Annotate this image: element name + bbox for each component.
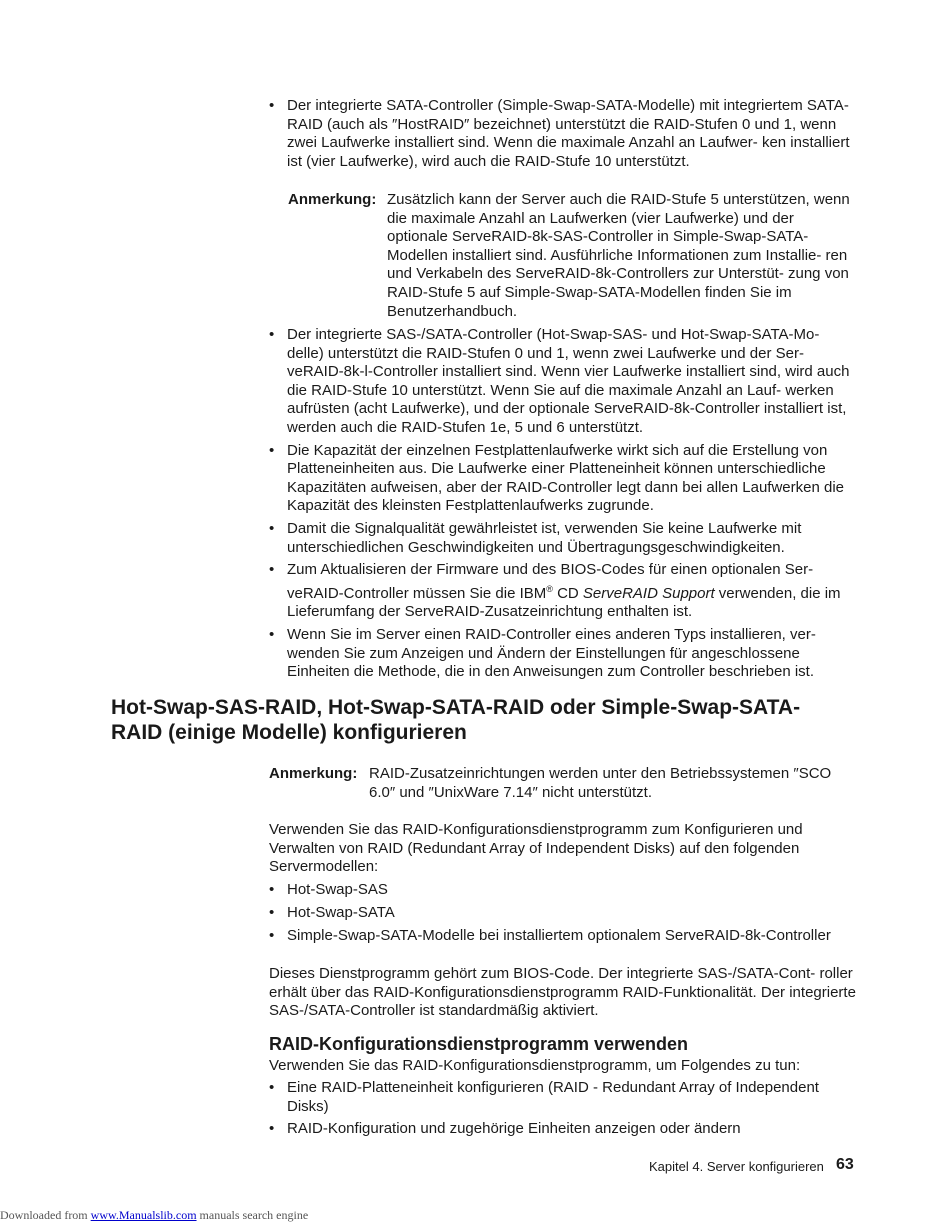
- download-suffix: manuals search engine: [196, 1208, 309, 1222]
- utility-tasks-list: [269, 1079, 859, 1139]
- bullet-glyph: •: [269, 904, 275, 922]
- note-raid5: [288, 191, 858, 321]
- bullet-glyph: •: [269, 561, 275, 579]
- bullet-glyph: •: [269, 881, 275, 898]
- text-run: verwenden, die im Lieferumfang der ServeRAID-Zusatzeinrichtung enthalten ist.: [287, 584, 841, 621]
- list-item: [269, 326, 859, 438]
- subsection-intro: Verwenden Sie das RAID-Konfigurationsdienstprogramm, um Folgendes zu tun:: [269, 1057, 801, 1074]
- note-text: RAID-Zusatzeinrichtungen werden unter den Betriebssystemen ″SCO 6.0″ und ″UnixWare 7.14″ nicht unterstützt.: [369, 765, 832, 801]
- list-item-text: Hot-Swap-SATA: [287, 904, 395, 922]
- intro-paragraph: Verwenden Sie das RAID-Konfigurationsdienstprogramm zum Konfigurieren und Verwalten von RAID (Redundant Array of Independent Disks) auf den folgenden Servermodellen:: [269, 821, 803, 876]
- download-prefix: Downloaded from: [0, 1208, 91, 1222]
- list-item-text: [287, 561, 841, 620]
- note-text: Zusätzlich kann der Server auch die RAID-Stufe 5 unterstützen, wenn die maximale Anzahl an Laufwerken (vier Laufwerke) und der optionale ServeRAID-8k-SAS-Controller in Simple-Swap-SATA- Modellen installiert sind. Ausführliche Informationen zum Installie- ren und Verkabeln des ServeRAID-8k-Controllers zur Unterstüt- zung von RAID-Stufe 5 auf Simple-Swap-SATA-Modellen finden Sie im Benutzerhandbuch.: [387, 191, 850, 320]
- list-item-text: Eine RAID-Platteneinheit konfigurieren (RAID - Redundant Array of Independent Disks): [287, 1079, 819, 1115]
- list-item: [269, 881, 859, 900]
- bullet-glyph: •: [269, 927, 275, 945]
- product-name: ServeRAID Support: [582, 584, 715, 602]
- manualslib-link[interactable]: www.Manualslib.com: [90, 1208, 197, 1222]
- bullet-list-raid-support-continued: [269, 326, 859, 682]
- note-label: Anmerkung:: [269, 765, 358, 782]
- list-item-text: Simple-Swap-SATA-Modelle bei installiertem optionalem ServeRAID-8k-Controller: [287, 927, 831, 945]
- list-item: [269, 520, 859, 557]
- text-run: Zum Aktualisieren der Firmware und des BIOS-Codes für einen optionalen Ser- veRAID-Controller müssen Sie die IBM: [287, 561, 814, 602]
- list-item: [269, 904, 859, 923]
- list-item: [269, 1079, 859, 1116]
- list-item-text: Der integrierte SATA-Controller (Simple-Swap-SATA-Modelle) mit integriertem SATA-RAID (auch als ″HostRAID″ bezeichnet) unterstützt die RAID-Stufen 0 und 1, wenn zwei Laufwerke installiert sind. Wenn die maximale Anzahl an Laufwer- ken installiert ist (vier Laufwerke), wird auch die RAID-Stufe 10 unterstützt.: [287, 97, 850, 170]
- footer-chapter-title: Kapitel 4. Server konfigurieren: [649, 1159, 824, 1174]
- registered-mark: ®: [546, 583, 553, 594]
- server-models-list: [269, 881, 859, 946]
- bullet-glyph: •: [269, 441, 275, 459]
- list-item-text: Die Kapazität der einzelnen Festplattenlaufwerke wirkt sich auf die Erstellung von Platteneinheiten aus. Die Laufwerke einer Platteneinheit können unterschiedliche Kapazitäten aufweisen, aber der RAID-Controller legt dann bei allen Laufwerken die Kapazität des kleinsten Festplattenlaufwerks zugrunde.: [287, 441, 844, 515]
- list-item: [269, 97, 859, 171]
- list-item: [269, 561, 859, 622]
- list-item-text: Hot-Swap-SAS: [287, 881, 388, 898]
- list-item-text: RAID-Konfiguration und zugehörige Einheiten anzeigen oder ändern: [287, 1120, 741, 1138]
- section-heading: Hot-Swap-SAS-RAID, Hot-Swap-SATA-RAID oder Simple-Swap-SATA- RAID (einige Modelle) konfigurieren: [111, 696, 801, 744]
- bullet-glyph: •: [269, 1079, 275, 1096]
- list-item: [269, 927, 859, 946]
- bullet-glyph: •: [269, 97, 275, 114]
- bullet-glyph: •: [269, 326, 275, 343]
- page-number: 63: [836, 1156, 854, 1173]
- download-attribution: [0, 1208, 308, 1223]
- bullet-glyph: •: [269, 519, 275, 537]
- text-run: CD: [552, 584, 583, 602]
- list-item-text: Wenn Sie im Server einen RAID-Controller eines anderen Typs installieren, ver- wenden Sie zum Anzeigen und Ändern der Einstellungen für angeschlossene Einheiten die Methode, die in den Anweisungen zum Controller beschrieben ist.: [287, 625, 816, 681]
- list-item: [269, 1120, 859, 1139]
- bullet-list-raid-support: [269, 97, 859, 171]
- list-item-text: Damit die Signalqualität gewährleistet ist, verwenden Sie keine Laufwerke mit unterschiedlichen Geschwindigkeiten und Übertragungsgeschwindigkeiten.: [287, 519, 802, 556]
- note-label: Anmerkung:: [288, 191, 377, 208]
- list-item-text: Der integrierte SAS-/SATA-Controller (Hot-Swap-SAS- und Hot-Swap-SATA-Mo- delle) unterstützt die RAID-Stufen 0 und 1, wenn zwei Laufwerke und der Ser- veRAID-8k-l-Controller installiert sind. Wenn vier Laufwerke installiert sind, wird auch die RAID-Stufe 10 unterstützt. Wenn Sie auf die maximale Anzahl an Lauf- werken aufrüsten (acht Laufwerke), und der optionale ServeRAID-8k-Controller installiert ist, werden auch die RAID-Stufen 1e, 5 und 6 unterstützt.: [287, 326, 850, 436]
- bullet-glyph: •: [269, 1120, 275, 1138]
- subsection-heading: RAID-Konfigurationsdienstprogramm verwenden: [269, 1034, 689, 1054]
- note-os-support: [269, 765, 859, 802]
- list-item: [269, 626, 859, 682]
- bios-paragraph: Dieses Dienstprogramm gehört zum BIOS-Code. Der integrierte SAS-/SATA-Cont- roller erhält über das RAID-Konfigurationsdienstprogramm RAID-Funktionalität. Der integrierte SAS-/SATA-Controller ist standardmäßig aktiviert.: [269, 965, 856, 1020]
- bullet-glyph: •: [269, 625, 275, 643]
- list-item: [269, 442, 859, 516]
